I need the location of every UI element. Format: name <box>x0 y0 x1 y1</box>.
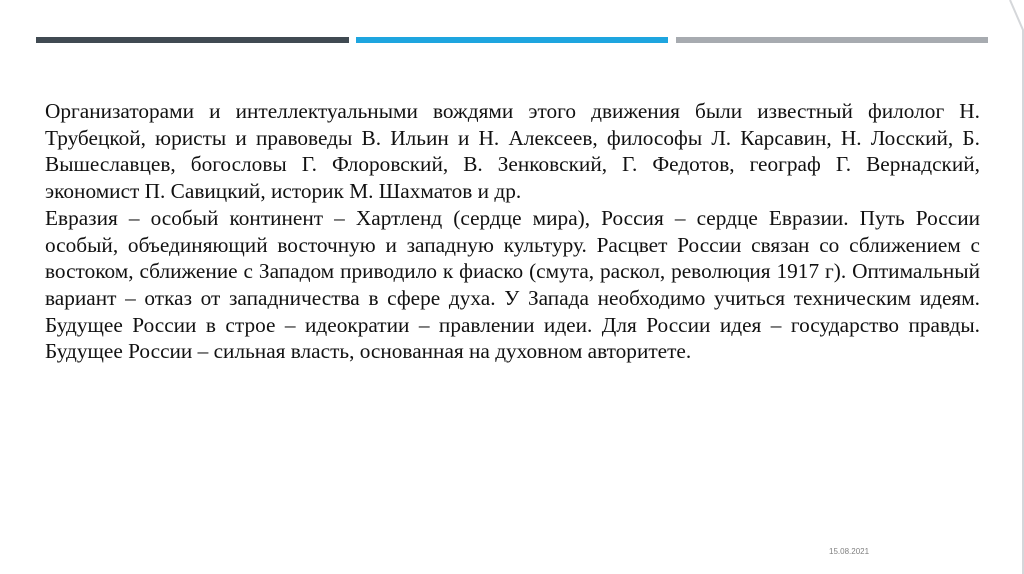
footer-date: 15.08.2021 <box>829 547 870 556</box>
slide-body-text <box>45 98 980 365</box>
slide-edge-chevron-icon <box>1008 0 1024 574</box>
header-rule-blue <box>356 37 668 43</box>
paragraph-eurasianists: Организаторами и интеллектуальными вождями этого движения были известный филолог Н. Трубецкой, юристы и правоведы В. Ильин и Н. Алексеев, философы Л. Карсавин, Н. Лосский, Б. Вышеславцев, богословы Г. Флоровский, В. Зенковский, Г. Федотов, географ Г. Вернадский, экономист П. Савицкий, историк М. Шахматов и др. <box>45 99 980 204</box>
header-rule-gray <box>676 37 988 43</box>
paragraph-eurasia-concept: Евразия – особый континент – Хартленд (сердце мира), Россия – сердце Евразии. Путь России особый, объединяющий восточную и западную культуру. Расцвет России связан со сближением с востоком, сближение с Западом приводило к фиаско (смута, раскол, революция 1917 г). Оптимальный вариант – отказ от западничества в сфере духа. У Запада необходимо учиться техническим идеям. Будущее России в строе – идеократии – правлении идеи. Для России идея – государство правды. Будущее России – сильная власть, основанная на духовном авторитете. <box>45 205 980 364</box>
header-rule-dark <box>36 37 349 43</box>
chevron-stroke <box>1010 0 1023 574</box>
